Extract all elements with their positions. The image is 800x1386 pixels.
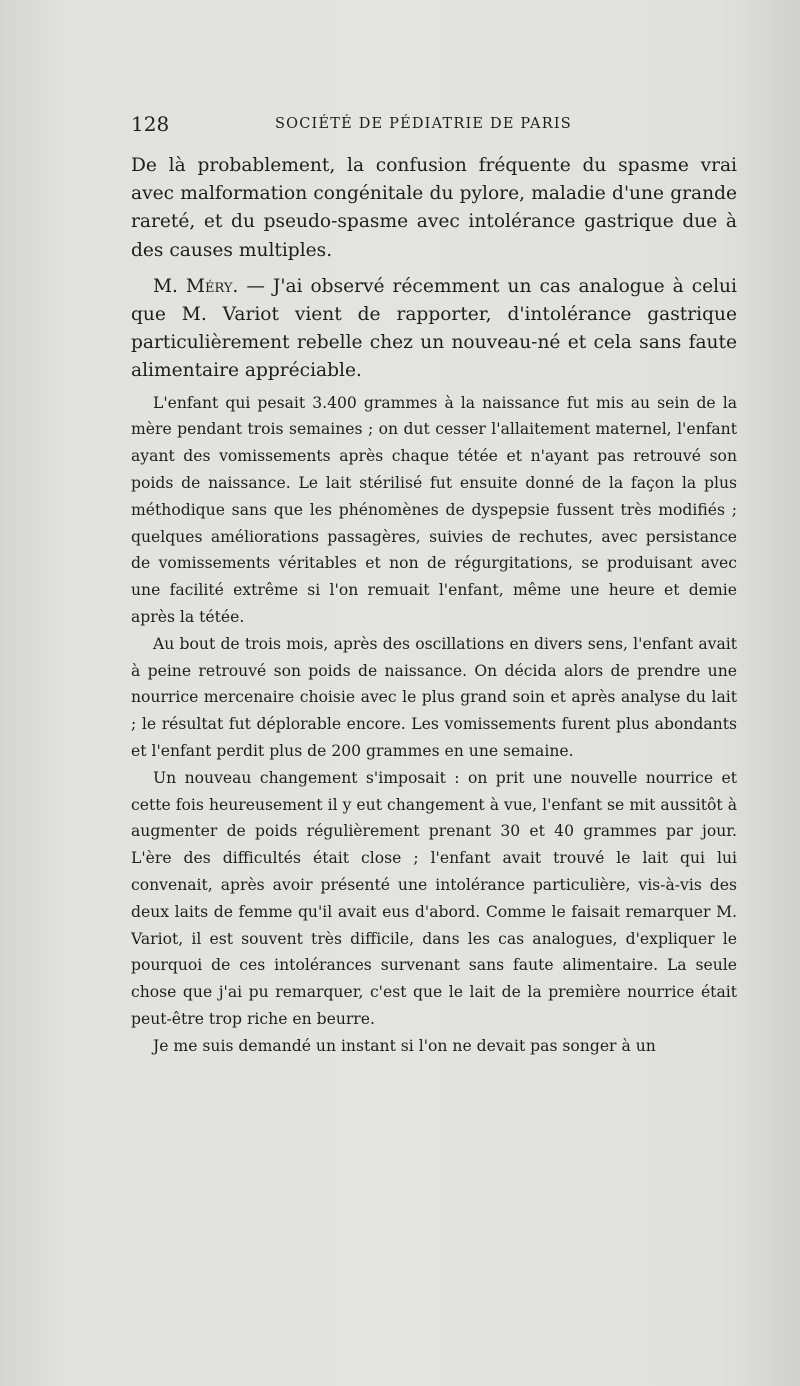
page-body	[131, 152, 737, 1060]
speaker-name: M. Méry.	[153, 275, 239, 297]
running-title: SOCIÉTÉ DE PÉDIATRIE DE PARIS	[275, 116, 572, 132]
paragraph-2	[131, 273, 737, 386]
paragraph-4: Au bout de trois mois, après des oscillations en divers sens, l'enfant avait à peine retrouvé son poids de naissance. On décida alors de prendre une nourrice mercenaire choisie avec le plus grand soin et après analyse du lait ; le résultat fut déplorable encore. Les vomissements furent plus abondants et l'enfant perdit plus de 200 grammes en une semaine.	[131, 634, 737, 760]
paragraph-1: De là probablement, la confusion fréquente du spasme vrai avec malformation congénitale du pylore, maladie d'une grande rareté, et du pseudo-spasme avec intolérance gastrique due à des causes multiples.	[131, 155, 737, 261]
paragraph-5: Un nouveau changement s'imposait : on prit une nouvelle nourrice et cette fois heureusement il y eut changement à vue, l'enfant se mit aussitôt à augmenter de poids régulièrement prenant 30 et 40 grammes par jour. L'ère des difficultés était close ; l'enfant avait trouvé le lait qui lui convenait, après avoir présenté une intolérance particulière, vis-à-vis des deux laits de femme qu'il avait eus d'abord. Comme le faisait remarquer M. Variot, il est souvent très difficile, dans les cas analogues, d'expliquer le pourquoi de ces intolérances survenant sans faute alimentaire. La seule chose que j'ai pu remarquer, c'est que le lait de la première nourrice était peut-être trop riche en beurre.	[131, 768, 737, 1028]
page-header	[131, 112, 731, 142]
page-number: 128	[131, 112, 170, 136]
paragraph-2-text: — J'ai observé récemment un cas analogue à celui que M. Variot vient de rapporter, d'intolérance gastrique particulièrement rebelle chez un nouveau-né et cela sans faute alimentaire appréciable.	[131, 275, 737, 382]
paragraph-6: Je me suis demandé un instant si l'on ne devait pas songer à un	[153, 1036, 656, 1055]
paragraph-3: L'enfant qui pesait 3.400 grammes à la naissance fut mis au sein de la mère pendant trois semaines ; on dut cesser l'allaitement maternel, l'enfant ayant des vomissements après chaque tétée et n'ayant pas retrouvé son poids de naissance. Le lait stérilisé fut ensuite donné de la façon la plus méthodique sans que les phénomènes de dyspepsie fussent très modifiés ; quelques améliorations passagères, suivies de rechutes, avec persistance de vomissements véritables et non de régurgitations, se produisant avec une facilité extrême si l'on remuait l'enfant, même une heure et demie après la tétée.	[131, 393, 737, 626]
